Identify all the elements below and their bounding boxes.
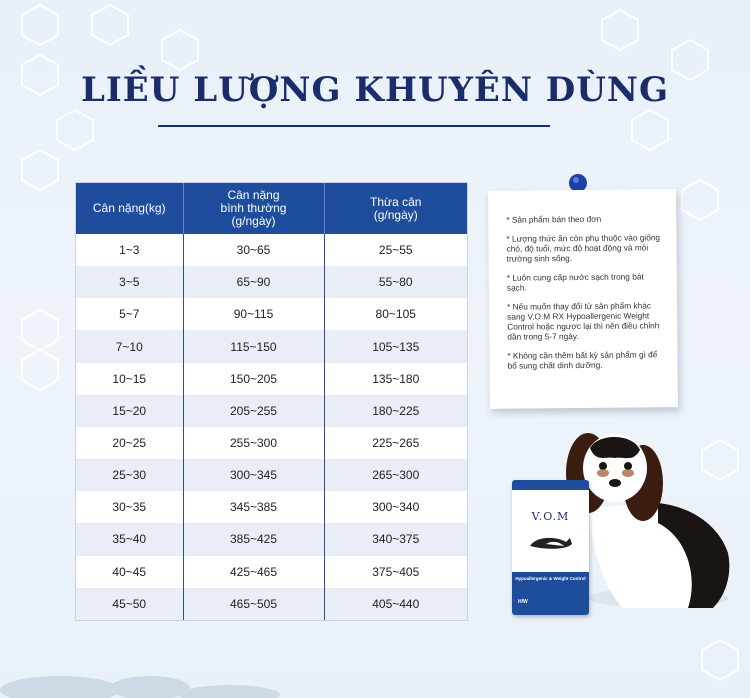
table-row xyxy=(76,330,467,362)
note-item: * Không cần thêm bất kỳ sản phẩm gì để bổ sung chất dinh dưỡng. xyxy=(507,349,658,371)
cell-normal: 205~255 xyxy=(183,395,324,427)
page-title: LIỀU LƯỢNG KHUYÊN DÙNG xyxy=(80,70,669,110)
cell-weight: 30~35 xyxy=(76,491,183,523)
table-row xyxy=(76,298,467,330)
cell-overweight: 25~55 xyxy=(324,234,467,266)
cell-weight: 1~3 xyxy=(76,234,183,266)
cell-normal: 115~150 xyxy=(183,330,324,362)
cell-weight: 25~30 xyxy=(76,459,183,491)
cell-weight: 35~40 xyxy=(76,523,183,555)
cell-normal: 255~300 xyxy=(183,427,324,459)
info-note-card xyxy=(488,189,678,409)
cell-weight: 15~20 xyxy=(76,395,183,427)
cell-overweight: 300~340 xyxy=(324,491,467,523)
cell-normal: 150~205 xyxy=(183,363,324,395)
cell-weight: 3~5 xyxy=(76,266,183,298)
note-item: * Luôn cung cấp nước sạch trong bát sạch. xyxy=(506,271,644,293)
cell-normal: 465~505 xyxy=(183,588,324,620)
table-row xyxy=(76,556,467,588)
table-row xyxy=(76,459,467,491)
table-row xyxy=(76,363,467,395)
product-label: Hypoallergenic & Weight Control xyxy=(515,576,586,581)
note-item: * Sản phẩm bán theo đơn xyxy=(506,213,602,225)
column-header-overweight: Thừa cân (g/ngày) xyxy=(324,183,467,234)
cell-overweight: 340~375 xyxy=(324,523,467,555)
dosage-table xyxy=(76,183,467,620)
cell-normal: 425~465 xyxy=(183,556,324,588)
note-item: * Nếu muốn thay đổi từ sản phẩm khác sang V.O.M RX Hypoallergenic Weight Control hoặc ngược lại thì nên điều chỉnh dần trong 5-7 ngày. xyxy=(507,300,660,342)
cell-normal: 30~65 xyxy=(183,234,324,266)
cell-overweight: 405~440 xyxy=(324,588,467,620)
column-header-weight: Cân nặng(kg) xyxy=(76,183,183,234)
product-dog-icon xyxy=(526,532,574,552)
cell-weight: 10~15 xyxy=(76,363,183,395)
cell-normal: 90~115 xyxy=(183,298,324,330)
product-package xyxy=(512,480,589,615)
cell-normal: 385~425 xyxy=(183,523,324,555)
table-row xyxy=(76,523,467,555)
cell-weight: 40~45 xyxy=(76,556,183,588)
cell-normal: 300~345 xyxy=(183,459,324,491)
product-brand: V.O.M xyxy=(531,510,570,523)
note-item: * Lượng thức ăn còn phụ thuộc vào giống chó, độ tuổi, mức độ hoạt động và môi trường sinh sống. xyxy=(506,232,661,264)
cell-weight: 5~7 xyxy=(76,298,183,330)
cell-overweight: 105~135 xyxy=(324,330,467,362)
title-underline xyxy=(158,125,550,127)
cell-overweight: 225~265 xyxy=(324,427,467,459)
cell-normal: 345~385 xyxy=(183,491,324,523)
cell-weight: 20~25 xyxy=(76,427,183,459)
cell-overweight: 135~180 xyxy=(324,363,467,395)
cell-overweight: 375~405 xyxy=(324,556,467,588)
cell-overweight: 265~300 xyxy=(324,459,467,491)
column-header-normal-weight: Cân nặng bình thường (g/ngày) xyxy=(183,183,324,234)
table-row xyxy=(76,588,467,620)
table-header-row xyxy=(76,183,467,234)
cell-overweight: 180~225 xyxy=(324,395,467,427)
cell-weight: 7~10 xyxy=(76,330,183,362)
product-code: H/W xyxy=(518,599,528,605)
table-row xyxy=(76,427,467,459)
table-row xyxy=(76,234,467,266)
cell-weight: 45~50 xyxy=(76,588,183,620)
cell-overweight: 80~105 xyxy=(324,298,467,330)
cell-overweight: 55~80 xyxy=(324,266,467,298)
table-row xyxy=(76,491,467,523)
table-row xyxy=(76,266,467,298)
table-row xyxy=(76,395,467,427)
cell-normal: 65~90 xyxy=(183,266,324,298)
product-label-band xyxy=(512,572,589,615)
